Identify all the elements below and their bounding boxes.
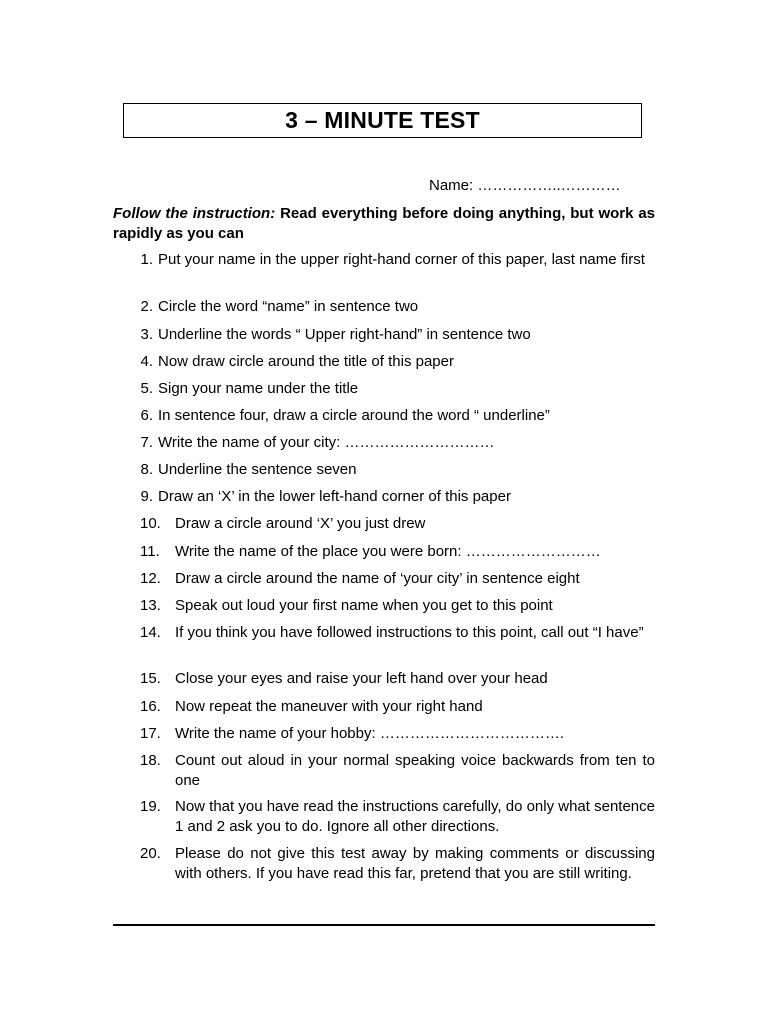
list-item (113, 751, 655, 791)
item-number: 19. (140, 798, 161, 815)
list-item (113, 797, 655, 837)
name-field-line: Name: ……………..………… (429, 177, 621, 194)
list-item (113, 596, 655, 616)
list-item (113, 433, 655, 453)
item-text: Please do not give this test away by making comments or discussing with others. If you have read this far, pretend that you are still writing. (175, 845, 655, 882)
item-number: 4. (140, 353, 153, 370)
list-item (113, 697, 655, 717)
item-text: Write the name of the place you were born: ……………………… (175, 543, 601, 560)
item-text: Circle the word “name” in sentence two (158, 298, 419, 315)
item-text: Put your name in the upper right-hand corner of this paper, last name first (158, 251, 645, 268)
item-number: 5. (140, 380, 153, 397)
item-text: Write the name of your city: ………………………… (158, 434, 495, 451)
list-item (113, 569, 655, 589)
item-text: Count out aloud in your normal speaking voice backwards from ten to one (175, 752, 655, 789)
item-number: 17. (140, 725, 161, 742)
instruction-paragraph (113, 204, 655, 244)
item-number: 13. (140, 597, 161, 614)
list-item (113, 379, 655, 399)
item-text: Close your eyes and raise your left hand over your head (175, 670, 548, 687)
list-item (113, 487, 655, 507)
item-number: 12. (140, 570, 161, 587)
list-item (113, 352, 655, 372)
item-text: Speak out loud your first name when you get to this point (175, 597, 553, 614)
item-text: Now draw circle around the title of this paper (158, 353, 454, 370)
item-number: 2. (140, 298, 153, 315)
list-item (113, 669, 655, 689)
item-text: Draw an ‘X’ in the lower left-hand corner of this paper (158, 488, 511, 505)
item-text: Draw a circle around the name of ‘your city’ in sentence eight (175, 570, 580, 587)
list-item (113, 297, 655, 317)
item-text: In sentence four, draw a circle around the word “ underline” (158, 407, 550, 424)
list-item (113, 623, 655, 643)
item-text: Write the name of your hobby: ………………………………. (175, 725, 564, 742)
item-number: 9. (140, 488, 153, 505)
bottom-divider (113, 924, 655, 926)
item-text: Draw a circle around ‘X’ you just drew (175, 515, 426, 532)
item-number: 3. (140, 326, 153, 343)
item-number: 16. (140, 698, 161, 715)
item-number: 11. (140, 543, 160, 560)
list-item (113, 460, 655, 480)
list-item (113, 250, 655, 270)
list-item (113, 542, 655, 562)
item-number: 7. (140, 434, 153, 451)
item-text: Underline the words “ Upper right-hand” in sentence two (158, 326, 531, 343)
list-item (113, 325, 655, 345)
item-text: Now repeat the maneuver with your right hand (175, 698, 483, 715)
item-number: 20. (140, 845, 161, 862)
item-text: Sign your name under the title (158, 380, 359, 397)
title-box (123, 103, 642, 138)
item-number: 6. (140, 407, 153, 424)
list-item (113, 514, 655, 534)
item-text: Now that you have read the instructions carefully, do only what sentence 1 and 2 ask you to do. Ignore all other directions. (175, 798, 655, 835)
item-text: If you think you have followed instructions to this point, call out “I have” (175, 624, 644, 641)
list-item (113, 406, 655, 426)
list-item (113, 844, 655, 884)
item-text: Underline the sentence seven (158, 461, 357, 478)
item-number: 14. (140, 624, 161, 641)
instruction-lead: Follow the instruction: (113, 205, 276, 222)
item-number: 15. (140, 670, 161, 687)
item-number: 8. (140, 461, 153, 478)
item-number: 1. (140, 251, 153, 268)
instruction-text: Read everything before doing anything, but work as rapidly as you can (113, 205, 655, 242)
item-number: 10. (140, 515, 161, 532)
list-item (113, 724, 655, 744)
item-number: 18. (140, 752, 161, 769)
page-title: 3 – MINUTE TEST (285, 107, 480, 133)
